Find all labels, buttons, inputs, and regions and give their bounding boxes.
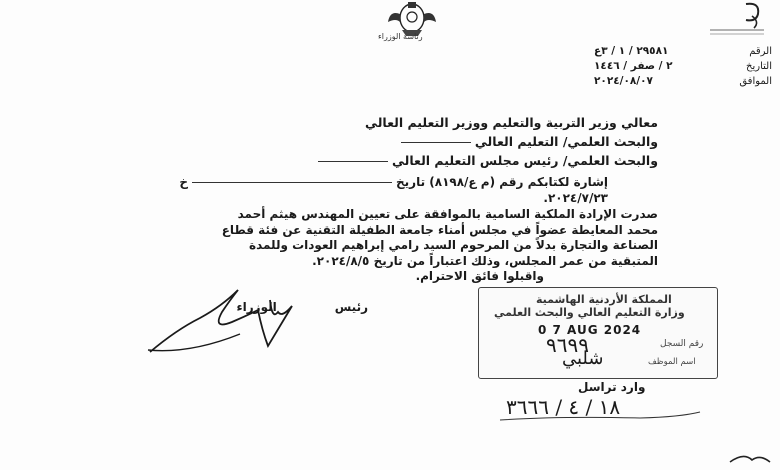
gregorian-date: ٢٠٢٤/٠٨/٠٧ (594, 75, 653, 87)
stamp-number-label: رقم السجل (660, 339, 704, 349)
ref-label-date: التاريخ (746, 61, 772, 72)
body-line: المتبقية من عمر المجلس، وذلك اعتباراً من تاريخ ٢٠٢٤/٨/٥. (312, 253, 658, 268)
stamp-kingdom: المملكة الأردنية الهاشمية (536, 293, 672, 306)
ref-label-number: الرقم (749, 46, 772, 57)
addressee-line: والبحث العلمي/ التعليم العالي (314, 132, 658, 151)
stamp-ministry: وزارة التعليم العالي والبحث العلمي (494, 306, 685, 319)
addressee-line: والبحث العلمي/ رئيس مجلس التعليم العالي (314, 151, 658, 170)
stamp-handwritten-number: ٩٦٩٩ (546, 333, 589, 357)
hijri-date: ٢ / صفر / ١٤٤٦ (594, 60, 673, 72)
subject-line: إشارة لكتابكم رقم (م ع/٨١٩٨) تاريخخ (179, 175, 608, 189)
closing-phrase: واقبلوا فائق الاحترام. (415, 269, 544, 283)
incoming-number: ١٨ / ٤ / ٣٦٦٦ (506, 395, 621, 419)
stamp-date: 0 7 AUG 2024 (538, 323, 642, 337)
incoming-label: وارد تراسل (578, 380, 646, 394)
ref-number: ٢٩٥٨١ / ١ / ٣ع (594, 45, 669, 57)
body-line: الصناعة والتجارة بدلاً من المرحوم السيد رامي إبراهيم العودات وللمدة (249, 238, 658, 252)
signer-title: رئيسالوزراء (236, 300, 368, 314)
stamp-name-label: اسم الموظف (648, 357, 696, 367)
body-line: صدرت الإرادة الملكية السامية بالموافقة على تعيين المهندس هيثم أحمد (237, 207, 658, 221)
addressee-line: معالي وزير التربية والتعليم ووزير التعليم العالي (365, 115, 658, 130)
subject-date: ٢٠٢٤/٧/٢٣. (543, 191, 608, 205)
crest-caption: رئاسة الوزراء (378, 32, 423, 41)
body-line: محمد المعايطة عضواً في مجلس أمناء جامعة الطفيلة التقنية عن فئة قطاع (221, 222, 658, 237)
stamp-handwritten-initials: شلبي (562, 348, 604, 369)
ref-label-corresponding: الموافق (739, 76, 772, 87)
